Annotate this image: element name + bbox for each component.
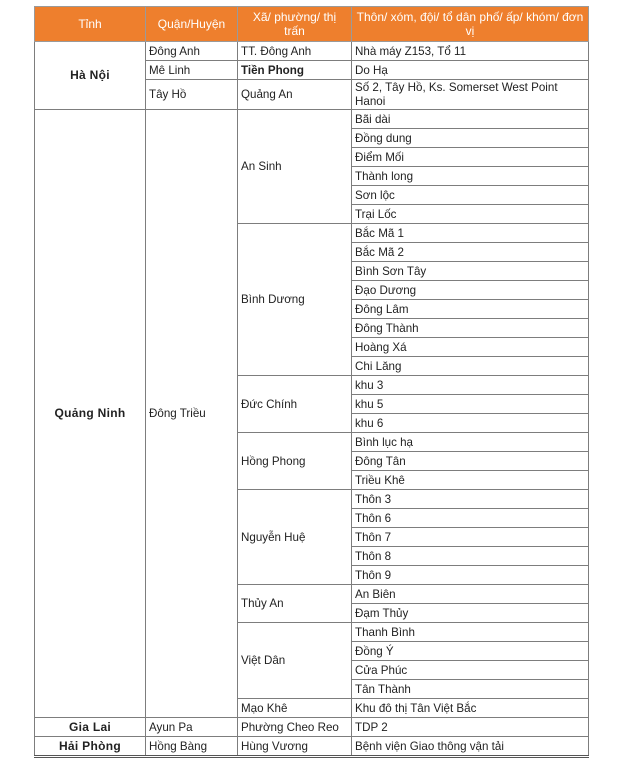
- ward-cell: Phường Cheo Reo: [238, 718, 352, 737]
- hamlet-cell: Bắc Mã 1: [352, 224, 589, 243]
- hamlet-cell: Thôn 7: [352, 528, 589, 547]
- header-quan-huyen: Quận/Huyện: [146, 7, 238, 42]
- hamlet-cell: Thanh Bình: [352, 623, 589, 642]
- hamlet-cell: Khu đô thị Tân Việt Bắc: [352, 699, 589, 718]
- district-cell: Ayun Pa: [146, 718, 238, 737]
- district-cell: Tây Hồ: [146, 80, 238, 110]
- district-cell: Đông Anh: [146, 42, 238, 61]
- hamlet-cell: Tân Thành: [352, 680, 589, 699]
- table-body: [35, 42, 589, 110]
- hamlet-cell: khu 3: [352, 376, 589, 395]
- hamlet-cell: Số 2, Tây Hồ, Ks. Somerset West Point Hanoi: [352, 80, 589, 110]
- ward-cell: Việt Dân: [238, 623, 352, 699]
- hamlet-cell: Nhà máy Z153, Tổ 11: [352, 42, 589, 61]
- table-row: [35, 718, 589, 737]
- hamlet-cell: Bệnh viện Giao thông vận tải: [352, 737, 589, 757]
- locations-table-wrapper: [34, 6, 588, 758]
- hamlet-cell: khu 6: [352, 414, 589, 433]
- hamlet-cell: TDP 2: [352, 718, 589, 737]
- hamlet-cell: Thôn 8: [352, 547, 589, 566]
- district-cell: Mê Linh: [146, 61, 238, 80]
- ward-cell: Thủy An: [238, 585, 352, 623]
- ward-cell: Mạo Khê: [238, 699, 352, 718]
- province-cell: Hà Nội: [35, 42, 146, 110]
- hamlet-cell: Đạm Thủy: [352, 604, 589, 623]
- hamlet-cell: Do Hạ: [352, 61, 589, 80]
- header-tinh: Tỉnh: [35, 7, 146, 42]
- hamlet-cell: Đồng Ý: [352, 642, 589, 661]
- ward-cell: Quảng An: [238, 80, 352, 110]
- hamlet-cell: khu 5: [352, 395, 589, 414]
- table-row: [35, 110, 589, 129]
- hamlet-cell: Bắc Mã 2: [352, 243, 589, 262]
- hamlet-cell: Bình Sơn Tây: [352, 262, 589, 281]
- hamlet-cell: Đạo Dương: [352, 281, 589, 300]
- ward-cell: Hùng Vương: [238, 737, 352, 757]
- hamlet-cell: An Biên: [352, 585, 589, 604]
- hamlet-cell: Đông Tân: [352, 452, 589, 471]
- district-cell: Hồng Bàng: [146, 737, 238, 757]
- locations-table: [34, 6, 589, 758]
- table-row: [35, 42, 589, 61]
- hamlet-cell: Hoàng Xá: [352, 338, 589, 357]
- header-xa-phuong: Xã/ phường/ thị trấn: [238, 7, 352, 42]
- hamlet-cell: Điểm Mối: [352, 148, 589, 167]
- province-cell: Quảng Ninh: [35, 110, 146, 718]
- other-provinces-section: [35, 718, 589, 757]
- ward-cell: TT. Đông Anh: [238, 42, 352, 61]
- ward-cell: Bình Dương: [238, 224, 352, 376]
- hamlet-cell: Trại Lốc: [352, 205, 589, 224]
- ward-cell: Tiền Phong: [238, 61, 352, 80]
- hamlet-cell: Đông Lâm: [352, 300, 589, 319]
- hamlet-cell: Đông Thành: [352, 319, 589, 338]
- hamlet-cell: Bình lục hạ: [352, 433, 589, 452]
- province-cell: Hải Phòng: [35, 737, 146, 757]
- hamlet-cell: Thành long: [352, 167, 589, 186]
- hamlet-cell: Thôn 9: [352, 566, 589, 585]
- hamlet-cell: Sơn lộc: [352, 186, 589, 205]
- ward-cell: Đức Chính: [238, 376, 352, 433]
- province-cell: Gia Lai: [35, 718, 146, 737]
- ward-cell: An Sinh: [238, 110, 352, 224]
- quang-ninh-section: [35, 110, 589, 718]
- hamlet-cell: Triều Khê: [352, 471, 589, 490]
- hamlet-cell: Đồng dung: [352, 129, 589, 148]
- district-cell: Đông Triều: [146, 110, 238, 718]
- hamlet-cell: Bãi dài: [352, 110, 589, 129]
- ward-cell: Nguyễn Huệ: [238, 490, 352, 585]
- table-header-row: [35, 7, 589, 42]
- hamlet-cell: Cửa Phúc: [352, 661, 589, 680]
- hamlet-cell: Thôn 3: [352, 490, 589, 509]
- hamlet-cell: Thôn 6: [352, 509, 589, 528]
- ward-cell: Hồng Phong: [238, 433, 352, 490]
- table-row: [35, 737, 589, 757]
- hamlet-cell: Chi Lăng: [352, 357, 589, 376]
- header-thon-xom: Thôn/ xóm, đội/ tổ dân phố/ ấp/ khóm/ đơn vị: [352, 7, 589, 42]
